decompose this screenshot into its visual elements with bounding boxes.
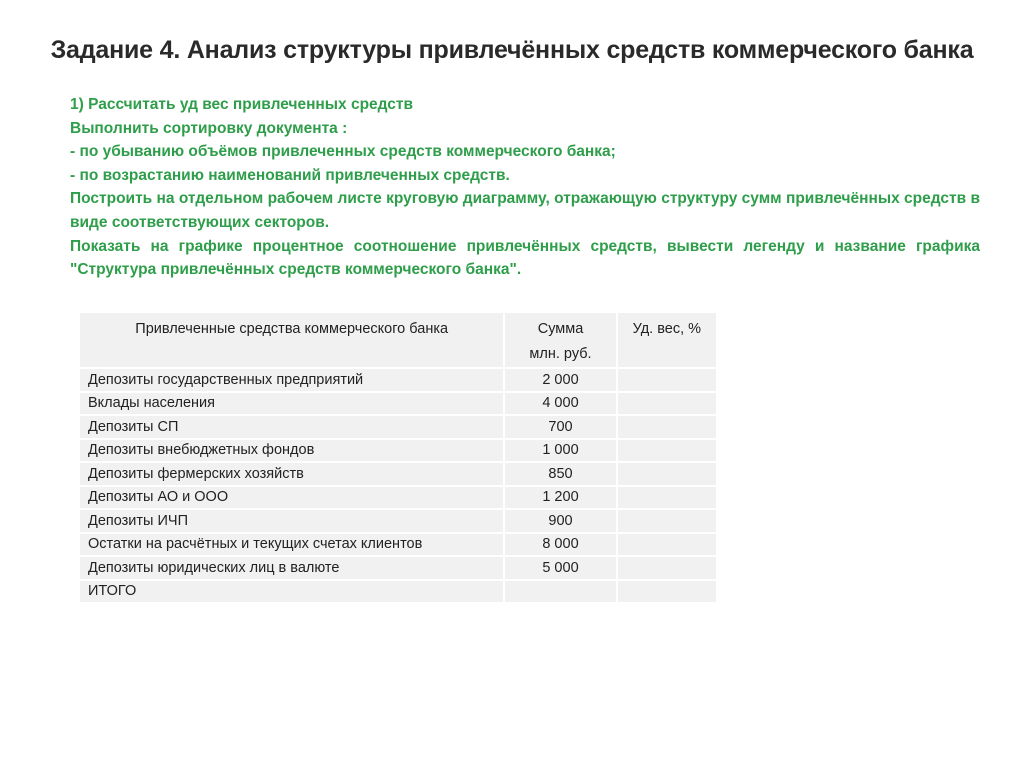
row-sum: 1 000 bbox=[505, 440, 617, 464]
header-funds-name: Привлеченные средства коммерческого банка bbox=[80, 313, 505, 369]
row-name: Остатки на расчётных и текущих счетах клиентов bbox=[80, 534, 505, 558]
instruction-line: Выполнить сортировку документа : bbox=[70, 119, 348, 137]
instruction-paragraph-chart: Построить на отдельном рабочем листе круговую диаграмму, отражающую структуру сумм привлечённых средств в виде соответствующих секторов. bbox=[70, 190, 980, 231]
total-weight bbox=[618, 581, 718, 605]
task-instructions bbox=[70, 93, 980, 282]
header-sum bbox=[505, 313, 617, 369]
row-sum: 2 000 bbox=[505, 369, 617, 393]
table-total-row bbox=[80, 581, 718, 605]
row-weight bbox=[618, 510, 718, 534]
row-weight bbox=[618, 463, 718, 487]
row-name: Депозиты АО и ООО bbox=[80, 487, 505, 511]
row-name: Депозиты ИЧП bbox=[80, 510, 505, 534]
row-sum: 1 200 bbox=[505, 487, 617, 511]
total-label: ИТОГО bbox=[80, 581, 505, 605]
table-row bbox=[80, 440, 718, 464]
header-sum-line1: Сумма bbox=[537, 321, 584, 337]
table-row bbox=[80, 557, 718, 581]
row-name: Депозиты внебюджетных фондов bbox=[80, 440, 505, 464]
row-sum: 700 bbox=[505, 416, 617, 440]
total-sum bbox=[505, 581, 617, 605]
instruction-paragraph-legend: Показать на графике процентное соотношение привлечённых средств, вывести легенду и название графика "Структура привлечённых средств коммерческого банка". bbox=[70, 237, 980, 279]
page-title: Задание 4. Анализ структуры привлечённых средств коммерческого банка bbox=[50, 36, 974, 64]
row-sum: 4 000 bbox=[505, 393, 617, 417]
instruction-line: 1) Рассчитать уд вес привлеченных средств bbox=[70, 96, 414, 113]
row-name: Депозиты государственных предприятий bbox=[80, 369, 505, 393]
table-row bbox=[80, 463, 718, 487]
table-row bbox=[80, 534, 718, 558]
header-weight: Уд. вес, % bbox=[618, 313, 718, 369]
row-sum: 5 000 bbox=[505, 557, 617, 581]
row-weight bbox=[618, 393, 718, 417]
row-weight bbox=[618, 557, 718, 581]
table-row bbox=[80, 487, 718, 511]
header-sum-line2: млн. руб. bbox=[529, 346, 592, 362]
attracted-funds-table bbox=[80, 313, 718, 604]
table-row bbox=[80, 393, 718, 417]
row-sum: 900 bbox=[505, 510, 617, 534]
row-name: Депозиты фермерских хозяйств bbox=[80, 463, 505, 487]
instruction-line: - по возрастанию наименований привлеченных средств. bbox=[70, 166, 510, 184]
row-name: Вклады населения bbox=[80, 393, 505, 417]
row-name: Депозиты СП bbox=[80, 416, 505, 440]
instruction-line: - по убыванию объёмов привлеченных средств коммерческого банка; bbox=[70, 143, 616, 161]
row-weight bbox=[618, 440, 718, 464]
row-weight bbox=[618, 487, 718, 511]
table-row bbox=[80, 416, 718, 440]
row-name: Депозиты юридических лиц в валюте bbox=[80, 557, 505, 581]
row-weight bbox=[618, 534, 718, 558]
table-header-row bbox=[80, 313, 718, 369]
row-sum: 850 bbox=[505, 463, 617, 487]
row-sum: 8 000 bbox=[505, 534, 617, 558]
row-weight bbox=[618, 416, 718, 440]
table-row bbox=[80, 369, 718, 393]
row-weight bbox=[618, 369, 718, 393]
table-row bbox=[80, 510, 718, 534]
